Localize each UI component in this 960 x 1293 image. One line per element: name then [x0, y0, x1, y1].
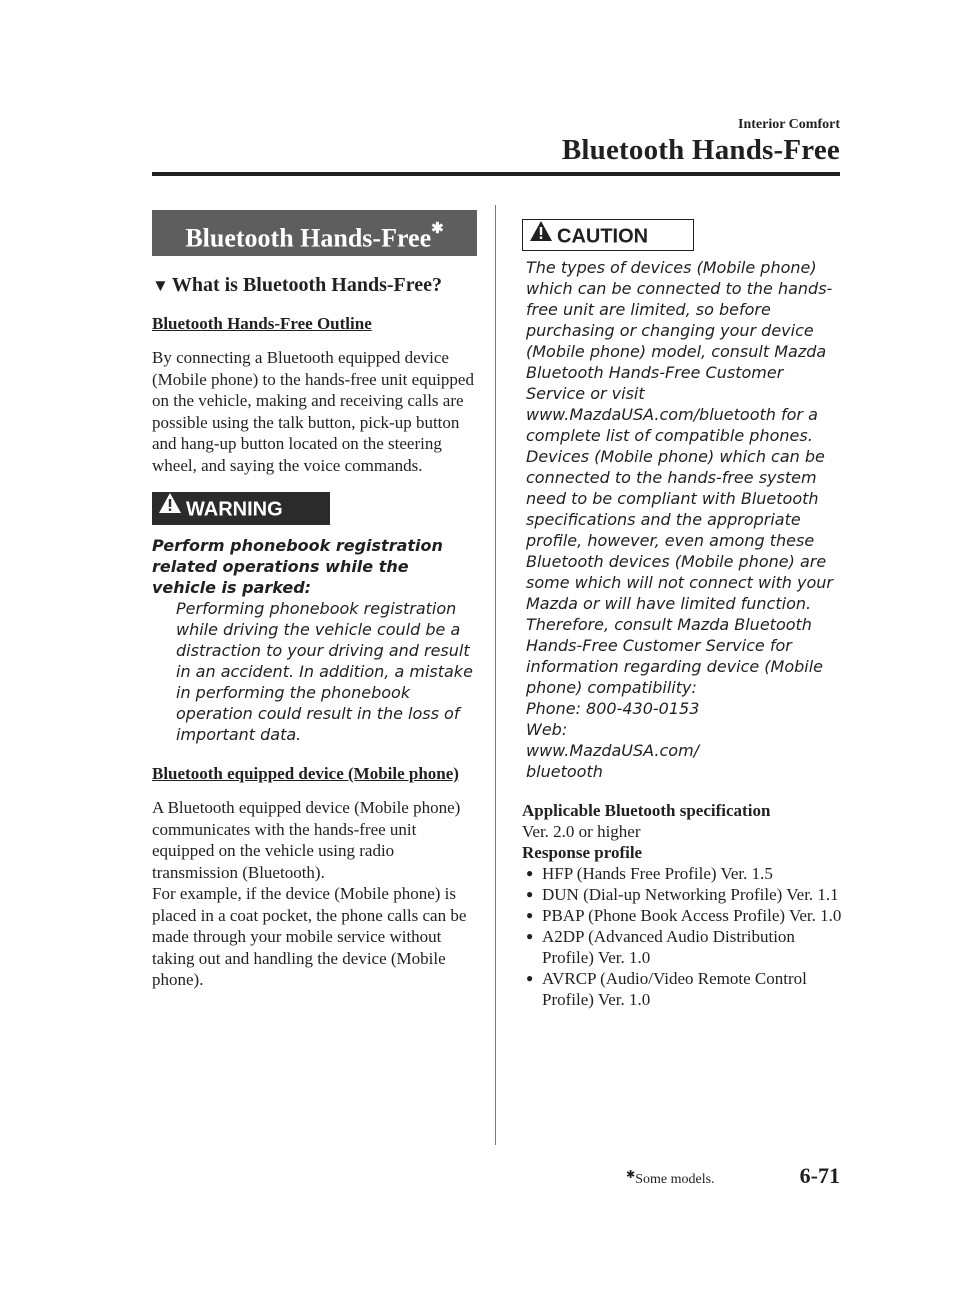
caution-label-text: CAUTION [557, 225, 649, 248]
section-header: Interior Comfort [738, 117, 840, 132]
page-number: 6-71 [799, 1163, 840, 1188]
caution-web: Web: www.MazdaUSA.com/ bluetooth [526, 720, 700, 781]
profile-text: DUN (Dial-up Networking Profile) Ver. 1.1 [542, 885, 839, 904]
question-text: What is Bluetooth Hands-Free? [171, 274, 443, 296]
profile-item [522, 863, 842, 884]
warning-body: Performing phonebook registration while driving the vehicle could be a distraction to your driving and result in an accident. In addition, a mistake in performing the phonebook operation could result in the loss of important data. [176, 599, 473, 744]
caution-icon [529, 220, 553, 251]
outline-body: By connecting a Bluetooth equipped device (Mobile phone) to the hands-free unit equipped on the vehicle, making and receiving calls are possible using the talk button, pick-up button and hang-up button located on the steering wheel, and saying the voice commands. [152, 348, 474, 475]
caution-text: The types of devices (Mobile phone) which can be connected to the hands-free unit are limited, so before purchasing or changing your device (Mobile phone) model, consult Mazda Bluetooth Hands-Free Customer Service or visit www.MazdaUSA.com/bluetooth for a complete list of compatible phones. Devices (Mobile phone) which can be connected to the hands-free system need to be compliant with Bluetooth specifications and the appropriate profile, however, even among these Bluetooth devices (Mobile phone) are some which will not connect with your Mazda or will have limited function. Therefore, consult Mazda Bluetooth Hands-Free Customer Service for information regarding device (Mobile phone) compatibility: [526, 258, 834, 697]
right-column [522, 219, 842, 1010]
warning-label-text: WARNING [186, 498, 283, 521]
section-banner [152, 210, 477, 256]
profile-item [522, 884, 842, 905]
spec-value: Ver. 2.0 or higher [522, 822, 641, 841]
bullet-icon: ● [526, 887, 534, 901]
footnote-asterisk: ✱ [626, 1169, 636, 1181]
bullet-icon: ● [526, 866, 534, 880]
profile-text: A2DP (Advanced Audio Distribution Profile) Ver. 1.0 [542, 927, 795, 967]
spec-block [522, 800, 842, 1010]
column-divider [495, 205, 496, 1145]
device-heading: Bluetooth equipped device (Mobile phone) [152, 764, 459, 783]
profile-item [522, 905, 842, 926]
device-body-1: A Bluetooth equipped device (Mobile phone) communicates with the hands-free unit equipped on the vehicle using radio transmission (Bluetooth). [152, 798, 461, 882]
caution-label [522, 219, 694, 251]
banner-title: Bluetooth Hands-Free [185, 223, 432, 253]
caution-phone: Phone: 800-430-0153 [526, 699, 700, 718]
bullet-icon: ● [526, 971, 534, 985]
profile-text: PBAP (Phone Book Access Profile) Ver. 1.0 [542, 906, 842, 925]
warning-icon [158, 492, 182, 525]
banner-asterisk: ✱ [431, 221, 444, 237]
bullet-icon: ● [526, 908, 534, 922]
triangle-marker-icon: ▼ [152, 276, 169, 295]
page-title: Bluetooth Hands-Free [561, 134, 840, 166]
footnote-text: Some models. [635, 1172, 715, 1187]
outline-heading: Bluetooth Hands-Free Outline [152, 314, 372, 333]
question-heading [152, 274, 477, 297]
profile-list [522, 863, 842, 1010]
profile-item [522, 926, 842, 968]
caution-body [522, 257, 842, 782]
profile-heading: Response profile [522, 843, 643, 862]
left-column [152, 210, 477, 991]
profile-text: HFP (Hands Free Profile) Ver. 1.5 [542, 864, 773, 883]
profile-item [522, 968, 842, 1010]
bullet-icon: ● [526, 929, 534, 943]
header-rule [152, 172, 840, 176]
warning-lead: Perform phonebook registration related operations while the vehicle is parked: [152, 536, 443, 597]
warning-label [152, 492, 330, 525]
profile-text: AVRCP (Audio/Video Remote Control Profile) Ver. 1.0 [542, 969, 807, 1009]
footnote [626, 1169, 715, 1188]
spec-heading: Applicable Bluetooth specification [522, 801, 771, 820]
device-body-2: For example, if the device (Mobile phone) is placed in a coat pocket, the phone calls can be made through your mobile service without taking out and handling the device (Mobile phone). [152, 884, 467, 989]
